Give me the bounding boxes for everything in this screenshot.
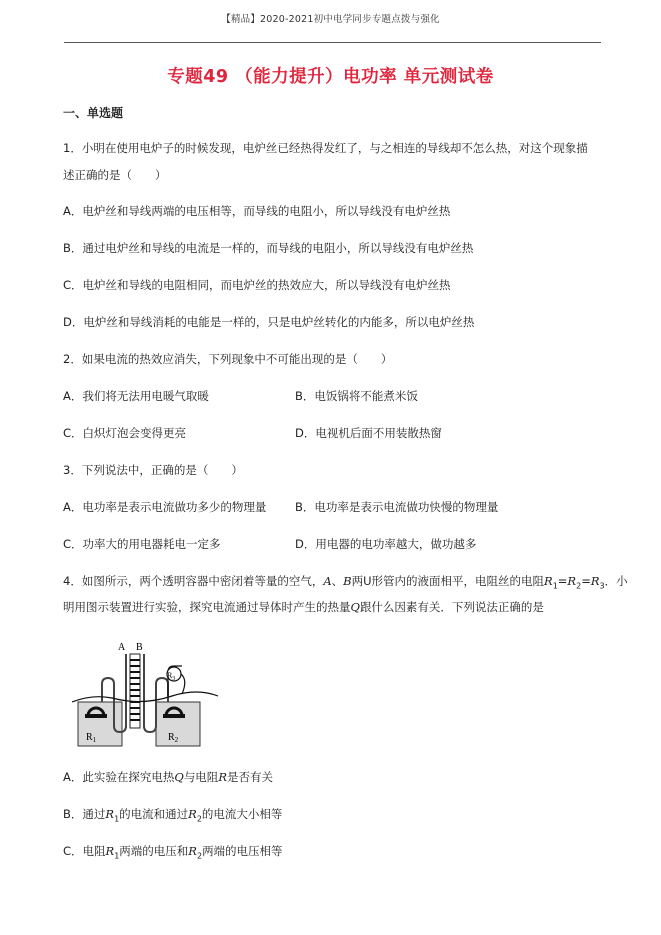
label-a: A [118, 642, 126, 653]
q3-option-a: A．电功率是表示电流做功多少的物理量 [63, 500, 267, 514]
label-r1: $R_1$ [86, 732, 97, 744]
q2-option-d: D．电视机后面不用装散热窗 [295, 426, 442, 440]
q2-option-b: B．电饭锅将不能煮米饭 [295, 389, 418, 403]
q4-stem-line1: 4．如图所示，两个透明容器中密闭着等量的空气，A、B两U形管内的液面相平，电阻丝的电阻$R_1=R_2=R_3$．小 [63, 574, 628, 591]
label-r2: $R_2$ [168, 732, 179, 744]
q4-option-c: C．电阻$R_1$两端的电压和$R_2$两端的电压相等 [63, 844, 283, 861]
label-r3: $R_3$ [167, 671, 176, 682]
q1-option-d: D．电炉丝和导线消耗的电能是一样的，只是电炉丝转化的内能多，所以电炉丝热 [63, 315, 475, 329]
q1-stem-line2: 述正确的是（ ） [63, 168, 167, 182]
label-b: B [136, 642, 143, 653]
q2-option-c: C．白炽灯泡会变得更亮 [63, 426, 187, 440]
q1-option-b: B．通过电炉丝和导线的电流是一样的，而导线的电阻小，所以导线没有电炉丝热 [63, 241, 474, 255]
q3-option-d: D．用电器的电功率越大，做功越多 [295, 537, 477, 551]
q4-option-b: B．通过$R_1$的电流和通过$R_2$的电流大小相等 [63, 807, 283, 824]
q3-option-c: C．功率大的用电器耗电一定多 [63, 537, 221, 551]
q1-option-c: C．电炉丝和导线的电阻相同，而电炉丝的热效应大，所以导线没有电炉丝热 [63, 278, 451, 292]
page-header: 【精品】2020-2021初中电学同步专题点拨与强化 [221, 14, 440, 25]
q2-stem: 2．如果电流的热效应消失，下列现象中不可能出现的是（ ） [63, 352, 393, 366]
q1-stem-line1: 1．小明在使用电炉子的时候发现，电炉丝已经热得发红了，与之相连的导线却不怎么热，对这个现象描 [63, 141, 588, 155]
experiment-diagram [72, 636, 220, 748]
q4-stem-line2: 明用图示装置进行实验，探究电流通过导体时产生的热量Q跟什么因素有关．下列说法正确的是 [63, 600, 544, 614]
q3-stem: 3．下列说法中，正确的是（ ） [63, 463, 243, 477]
q1-option-a: A．电炉丝和导线两端的电压相等，而导线的电阻小，所以导线没有电炉丝热 [63, 204, 451, 218]
q4-option-a: A．此实验在探究电热Q与电阻R是否有关 [63, 770, 273, 784]
q3-option-b: B．电功率是表示电流做功快慢的物理量 [295, 500, 499, 514]
q2-option-a: A．我们将无法用电暖气取暖 [63, 389, 209, 403]
page-title: 专题49 （能力提升）电功率 单元测试卷 [167, 67, 494, 87]
header-divider [64, 42, 601, 43]
section-heading: 一、单选题 [63, 106, 124, 120]
